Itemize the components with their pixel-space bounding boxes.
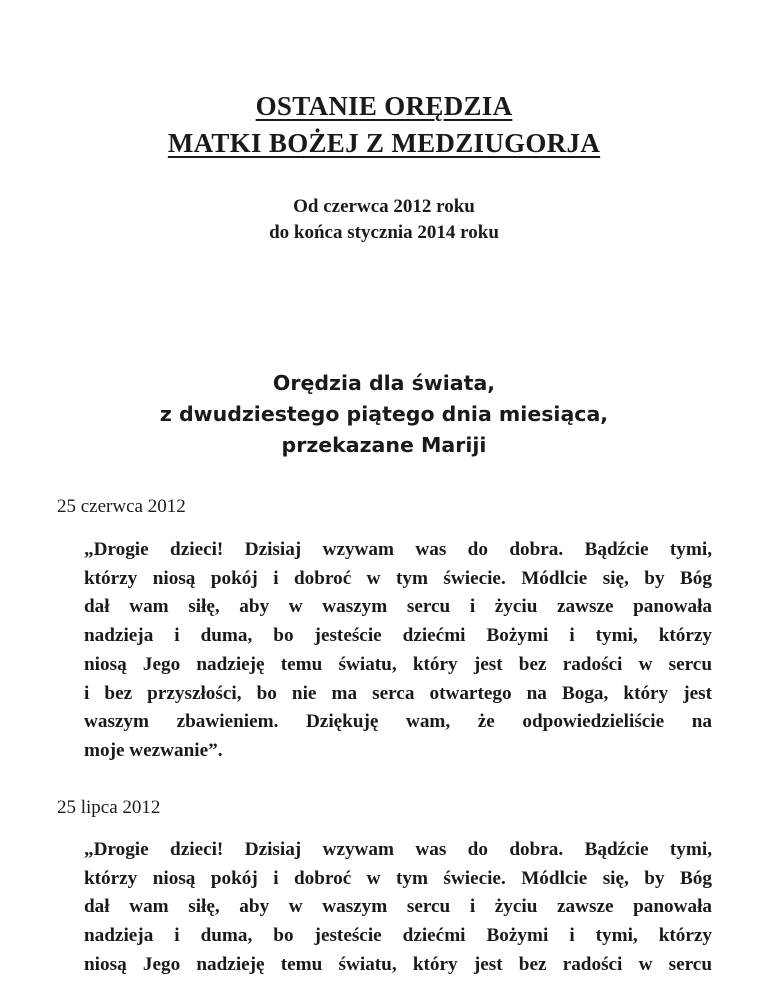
page-subtitle [0, 194, 768, 246]
message-line: nadzieja i duma, bo jesteście dziećmi Bożymi i tymi, którzy [84, 625, 712, 647]
message-text [84, 536, 712, 766]
subtitle-line-1: Od czerwca 2012 roku [293, 196, 475, 217]
message-line: „Drogie dzieci! Dzisiaj wzywam was do dobra. Bądźcie tymi, [84, 839, 712, 860]
section-heading-line-2: z dwudziestego piątego dnia miesiąca, [159, 402, 609, 426]
message-line: niosą Jego nadzieję temu światu, który jest bez radości w sercu [84, 953, 712, 975]
message-date: 25 czerwca 2012 [57, 496, 186, 517]
subtitle-line-2: do końca stycznia 2014 roku [269, 222, 499, 243]
message-text [84, 836, 712, 980]
section-heading-line-1: Orędzia dla świata, [272, 371, 496, 395]
message-line: i bez przyszłości, bo nie ma serca otwartego na Boga, który jest [84, 682, 712, 704]
message-line: dał wam siłę, aby w waszym sercu i życiu zawsze panowała [84, 596, 712, 618]
message-line: którzy niosą pokój i dobroć w tym świecie. Módlcie się, by Bóg [84, 867, 712, 889]
page-title-line-1: OSTANIE ORĘDZIA [255, 91, 513, 121]
message-date: 25 lipca 2012 [57, 797, 161, 818]
message-line: nadzieja i duma, bo jesteście dziećmi Bożymi i tymi, którzy [84, 925, 712, 947]
page-title [0, 88, 768, 162]
message-line: waszym zbawieniem. Dziękuję wam, że odpowiedzieliście na [84, 711, 712, 733]
message-line: którzy niosą pokój i dobroć w tym świecie. Módlcie się, by Bóg [84, 567, 712, 589]
message-line: moje wezwanie”. [84, 739, 223, 761]
page-title-line-2: MATKI BOŻEJ Z MEDZIUGORJA [167, 128, 601, 158]
section-heading [0, 368, 768, 461]
message-line: „Drogie dzieci! Dzisiaj wzywam was do dobra. Bądźcie tymi, [84, 539, 712, 560]
section-heading-line-3: przekazane Mariji [281, 433, 487, 457]
message-line: dał wam siłę, aby w waszym sercu i życiu zawsze panowała [84, 896, 712, 918]
message-line: niosą Jego nadzieję temu światu, który jest bez radości w sercu [84, 653, 712, 675]
